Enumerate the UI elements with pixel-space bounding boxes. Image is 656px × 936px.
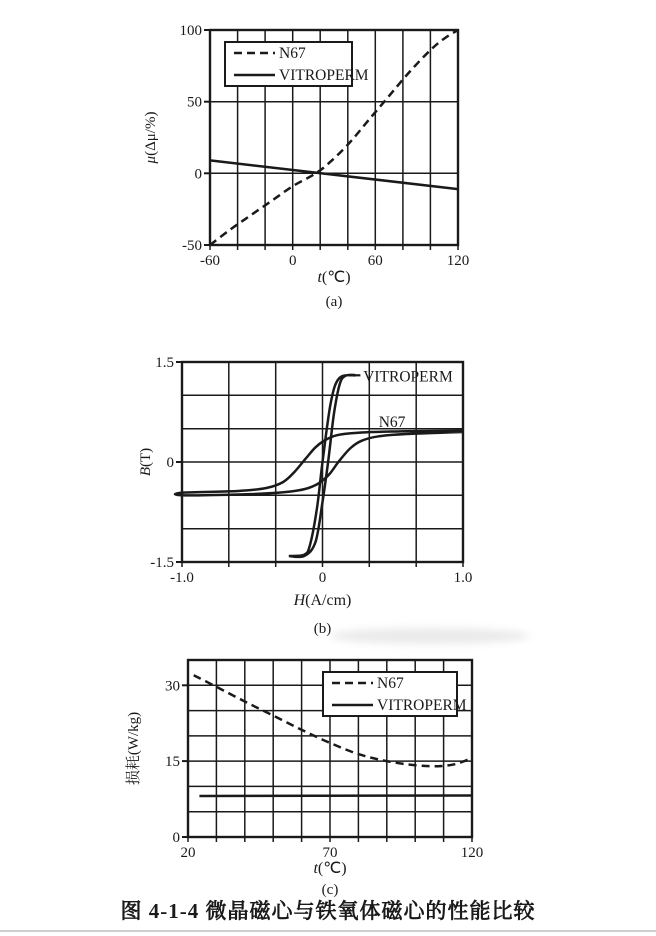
scan-artifact xyxy=(330,628,530,644)
figure-caption: 图 4-1-4 微晶磁心与铁氧体磁心的性能比较 xyxy=(120,899,536,923)
series-VITROPERM xyxy=(199,796,472,797)
y-axis-label: B(T) xyxy=(138,447,154,477)
x-axis-label: H(A/cm) xyxy=(293,592,352,609)
x-axis-label: t(℃) xyxy=(313,860,347,877)
svg-text:-50: -50 xyxy=(182,238,202,254)
svg-text:0: 0 xyxy=(318,570,327,586)
svg-text:N67: N67 xyxy=(279,45,306,62)
svg-text:120: 120 xyxy=(446,253,470,269)
svg-text:0: 0 xyxy=(172,830,180,846)
svg-text:N67: N67 xyxy=(377,675,404,692)
subfigure-label: (b) xyxy=(313,621,332,637)
page-rule xyxy=(0,930,656,932)
svg-text:N67: N67 xyxy=(378,414,406,431)
chart-a xyxy=(0,0,656,315)
svg-text:60: 60 xyxy=(367,253,383,269)
subfigure-label: (c) xyxy=(321,882,339,898)
svg-text:VITROPERM: VITROPERM xyxy=(279,67,369,84)
x-axis-label: t(℃) xyxy=(317,269,351,286)
svg-text:15: 15 xyxy=(165,754,180,771)
svg-text:30: 30 xyxy=(165,678,180,695)
svg-text:0: 0 xyxy=(194,166,202,183)
svg-text:-1.0: -1.0 xyxy=(170,570,194,586)
subfigure-label: (a) xyxy=(325,294,343,310)
legend xyxy=(323,672,467,716)
svg-text:100: 100 xyxy=(179,23,202,39)
y-axis-label: 损耗(W/kg) xyxy=(126,711,142,786)
series-VITROPERM xyxy=(210,160,458,189)
svg-text:1.5: 1.5 xyxy=(155,355,174,371)
svg-text:1.0: 1.0 xyxy=(453,570,473,586)
svg-text:0: 0 xyxy=(166,455,174,471)
svg-text:VITROPERM: VITROPERM xyxy=(377,697,467,714)
svg-text:50: 50 xyxy=(187,94,202,111)
svg-text:120: 120 xyxy=(460,845,484,861)
svg-text:VITROPERM: VITROPERM xyxy=(363,368,453,386)
chart-c xyxy=(0,640,656,900)
legend xyxy=(225,42,369,86)
svg-text:-1.5: -1.5 xyxy=(150,555,174,571)
svg-text:20: 20 xyxy=(180,845,196,861)
svg-text:-60: -60 xyxy=(200,253,220,269)
svg-text:0: 0 xyxy=(288,253,297,269)
chart-b xyxy=(0,315,656,645)
y-axis-label: μ(Δμ/%) xyxy=(143,111,159,164)
svg-text:70: 70 xyxy=(322,845,338,861)
